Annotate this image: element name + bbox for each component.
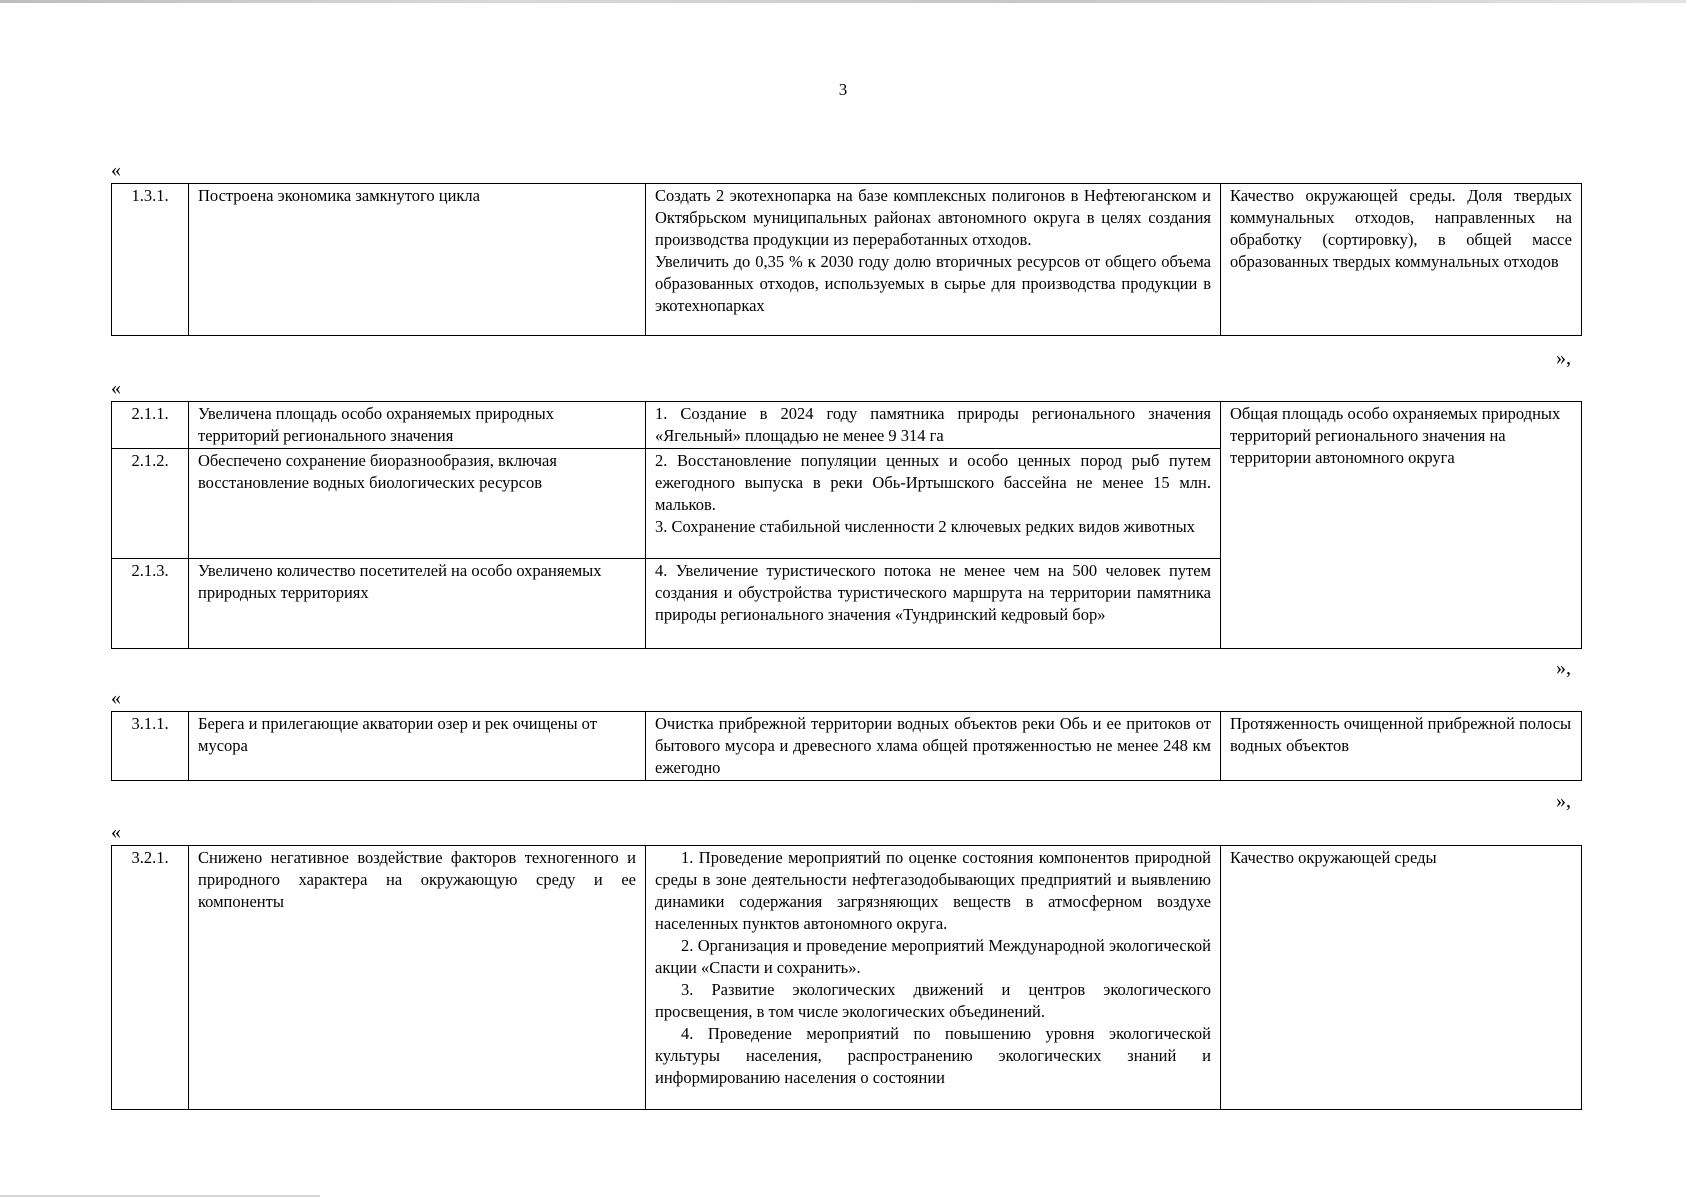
table-row <box>112 184 1582 336</box>
measure-text: 4. Проведение мероприятий по повышению уровня экологической культуры населения, распространению экологических знаний и информированию населения о состоянии <box>655 1024 1211 1087</box>
table-row <box>112 846 1582 1110</box>
row-number: 3.1.1. <box>112 712 189 781</box>
row-result: Увеличена площадь особо охраняемых природных территорий регионального значения <box>189 402 646 449</box>
measure-text: 4. Увеличение туристического потока не менее чем на 500 человек путем создания и обустройства туристического маршрута на территории памятника природы регионального значения «Тундринский кедровый бор» <box>655 561 1211 624</box>
table-negative-impact <box>111 845 1582 1110</box>
table-protected-areas <box>111 401 1582 649</box>
row-measures <box>646 184 1221 336</box>
table-shore-cleanup <box>111 711 1582 781</box>
row-number: 3.2.1. <box>112 846 189 1110</box>
row-result: Обеспечено сохранение биоразнообразия, включая восстановление водных биологических ресурсов <box>189 449 646 559</box>
measure-text: Создать 2 экотехнопарка на базе комплексных полигонов в Нефтеюганском и Октябрьском муниципальных районах автономного округа в целях создания производства продукции из переработанных отходов. <box>655 186 1211 249</box>
row-measures <box>646 559 1221 649</box>
close-quote: », <box>1556 790 1571 812</box>
measure-text: 2. Организация и проведение мероприятий Международной экологической акции «Спасти и сохранить». <box>655 936 1211 977</box>
open-quote: « <box>111 377 121 399</box>
open-quote: « <box>111 159 121 181</box>
scan-artifact-bottom <box>0 1195 320 1197</box>
row-result: Берега и прилегающие акватории озер и рек очищены от мусора <box>189 712 646 781</box>
row-measures <box>646 712 1221 781</box>
table-economy <box>111 183 1582 336</box>
measure-text: 2. Восстановление популяции ценных и особо ценных пород рыб путем ежегодного выпуска в реки Обь-Иртышского бассейна не менее 15 млн. мальков. <box>655 451 1211 514</box>
row-measures <box>646 402 1221 449</box>
measure-text: Очистка прибрежной территории водных объектов реки Обь и ее притоков от бытового мусора и древесного хлама общей протяженностью не менее 248 км ежегодно <box>655 714 1211 777</box>
row-measures <box>646 449 1221 559</box>
row-indicator: Протяженность очищенной прибрежной полосы водных объектов <box>1221 712 1582 781</box>
row-number: 2.1.3. <box>112 559 189 649</box>
row-indicator: Качество окружающей среды. Доля твердых коммунальных отходов, направленных на обработку (сортировку), в общей массе образованных твердых коммунальных отходов <box>1221 184 1582 336</box>
measure-text: Увеличить до 0,35 % к 2030 году долю вторичных ресурсов от общего объема образованных отходов, используемых в сырье для производства продукции в экотехнопарках <box>655 252 1211 315</box>
row-indicator: Общая площадь особо охраняемых природных территорий регионального значения на территории автономного округа <box>1221 402 1582 649</box>
close-quote: », <box>1556 347 1571 369</box>
row-number: 2.1.2. <box>112 449 189 559</box>
measure-text: 3. Сохранение стабильной численности 2 ключевых редких видов животных <box>655 517 1195 536</box>
row-result: Построена экономика замкнутого цикла <box>189 184 646 336</box>
scan-artifact-top <box>0 0 1686 3</box>
open-quote: « <box>111 821 121 843</box>
row-result: Увеличено количество посетителей на особо охраняемых природных территориях <box>189 559 646 649</box>
table-row <box>112 402 1582 449</box>
row-measures <box>646 846 1221 1110</box>
close-quote: », <box>1556 657 1571 679</box>
open-quote: « <box>111 687 121 709</box>
row-number: 1.3.1. <box>112 184 189 336</box>
row-indicator: Качество окружающей среды <box>1221 846 1582 1110</box>
page-number: 3 <box>838 80 848 99</box>
measure-text: 1. Создание в 2024 году памятника природы регионального значения «Ягельный» площадью не менее 9 314 га <box>655 404 1211 445</box>
table-row <box>112 712 1582 781</box>
measure-text: 3. Развитие экологических движений и центров экологического просвещения, в том числе экологических объединений. <box>655 980 1211 1021</box>
row-result: Снижено негативное воздействие факторов техногенного и природного характера на окружающую среду и ее компоненты <box>189 846 646 1110</box>
measure-text: 1. Проведение мероприятий по оценке состояния компонентов природной среды в зоне деятельности нефтегазодобывающих предприятий и выявлению динамики содержания загрязняющих веществ в атмосферном воздухе населенных пунктов автономного округа. <box>655 848 1211 933</box>
row-number: 2.1.1. <box>112 402 189 449</box>
